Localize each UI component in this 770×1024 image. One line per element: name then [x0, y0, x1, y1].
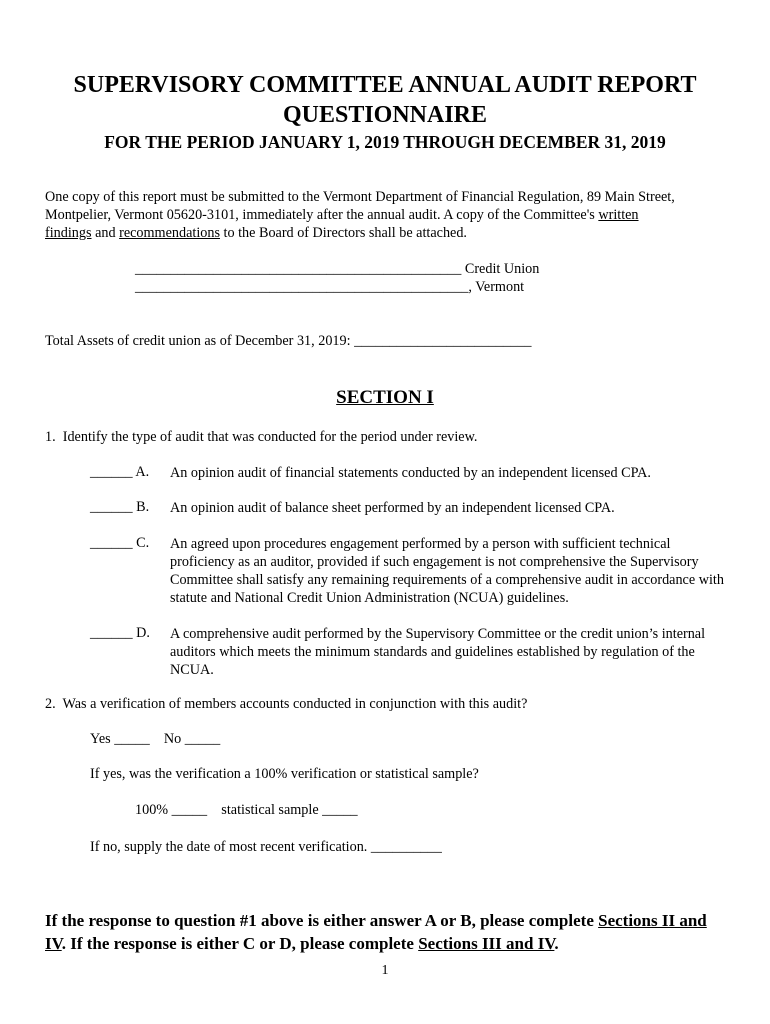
instructions-note — [45, 909, 725, 955]
option-a-blank[interactable]: ______ A. — [90, 464, 150, 480]
recommendations-link: recommendations — [119, 225, 220, 241]
option-c-blank[interactable]: ______ C. — [90, 535, 150, 551]
intro-line-3-text: to the Board of Directors shall be attached. — [219, 225, 467, 241]
intro-line-3-and: and — [91, 225, 120, 241]
period-subtitle: FOR THE PERIOD JANUARY 1, 2019 THROUGH DECEMBER 31, 2019 — [104, 132, 666, 152]
option-c-text: An agreed upon procedures engagement performed by a person with sufficient technical proficiency as an auditor, provided if such engagement is not comprehensive the Supervisory Committee shall satisfy any remaining requirements of a comprehensive audit in accordance with statute and National Credit Union Administration (NCUA) guidelines. — [170, 536, 724, 606]
option-d-blank[interactable]: ______ D. — [90, 625, 150, 641]
if-no-date-field[interactable]: If no, supply the date of most recent verification. __________ — [90, 839, 442, 855]
question-1: 1. Identify the type of audit that was conducted for the period under review. — [45, 429, 478, 445]
option-b-blank[interactable]: ______ B. — [90, 499, 150, 515]
sections-ii-iv-link: Sections II and IV — [45, 911, 707, 953]
note-text-2: . If the response is either C or D, please complete — [61, 934, 419, 953]
page-number: 1 — [381, 963, 389, 978]
findings-link: findings — [45, 225, 92, 241]
total-assets-field[interactable]: Total Assets of credit union as of December 31, 2019: _________________________ — [45, 333, 532, 349]
written-link: written — [598, 207, 639, 223]
option-d-text: A comprehensive audit performed by the Supervisory Committee or the credit union’s internal auditors which meets the minimum standards and guidelines established by regulation of the NCUA. — [170, 626, 706, 678]
title-line-1: SUPERVISORY COMMITTEE ANNUAL AUDIT REPORT — [73, 72, 697, 98]
intro-line-2-text: Montpelier, Vermont 05620-3101, immediately after the annual audit. A copy of the Committee's — [45, 207, 599, 223]
intro-paragraph — [45, 188, 735, 242]
note-text-1: If the response to question #1 above is either answer A or B, please complete — [45, 911, 599, 930]
title-line-2: QUESTIONNAIRE — [282, 102, 488, 128]
intro-line-1: One copy of this report must be submitted to the Vermont Department of Financial Regulation, 89 Main Street, — [45, 189, 675, 205]
section-1-heading: SECTION I — [336, 387, 434, 408]
option-b-text: An opinion audit of balance sheet performed by an independent licensed CPA. — [170, 500, 615, 516]
intro-line-2 — [45, 206, 735, 224]
sample-field[interactable]: 100% _____ statistical sample _____ — [135, 802, 358, 818]
intro-line-3 — [45, 224, 735, 242]
credit-union-location-field[interactable]: _______________________________________________, Vermont — [135, 279, 525, 295]
sections-iii-iv-link: Sections III and IV — [418, 934, 555, 953]
option-a-text: An opinion audit of financial statements conducted by an independent licensed CPA. — [170, 465, 651, 481]
note-text-3: . — [554, 934, 559, 953]
if-yes-question: If yes, was the verification a 100% verification or statistical sample? — [90, 766, 479, 782]
credit-union-name-field[interactable]: ______________________________________________ Credit Union — [135, 261, 540, 277]
yes-no-field[interactable]: Yes _____ No _____ — [90, 731, 221, 747]
question-2: 2. Was a verification of members accounts conducted in conjunction with this audit? — [45, 696, 528, 712]
